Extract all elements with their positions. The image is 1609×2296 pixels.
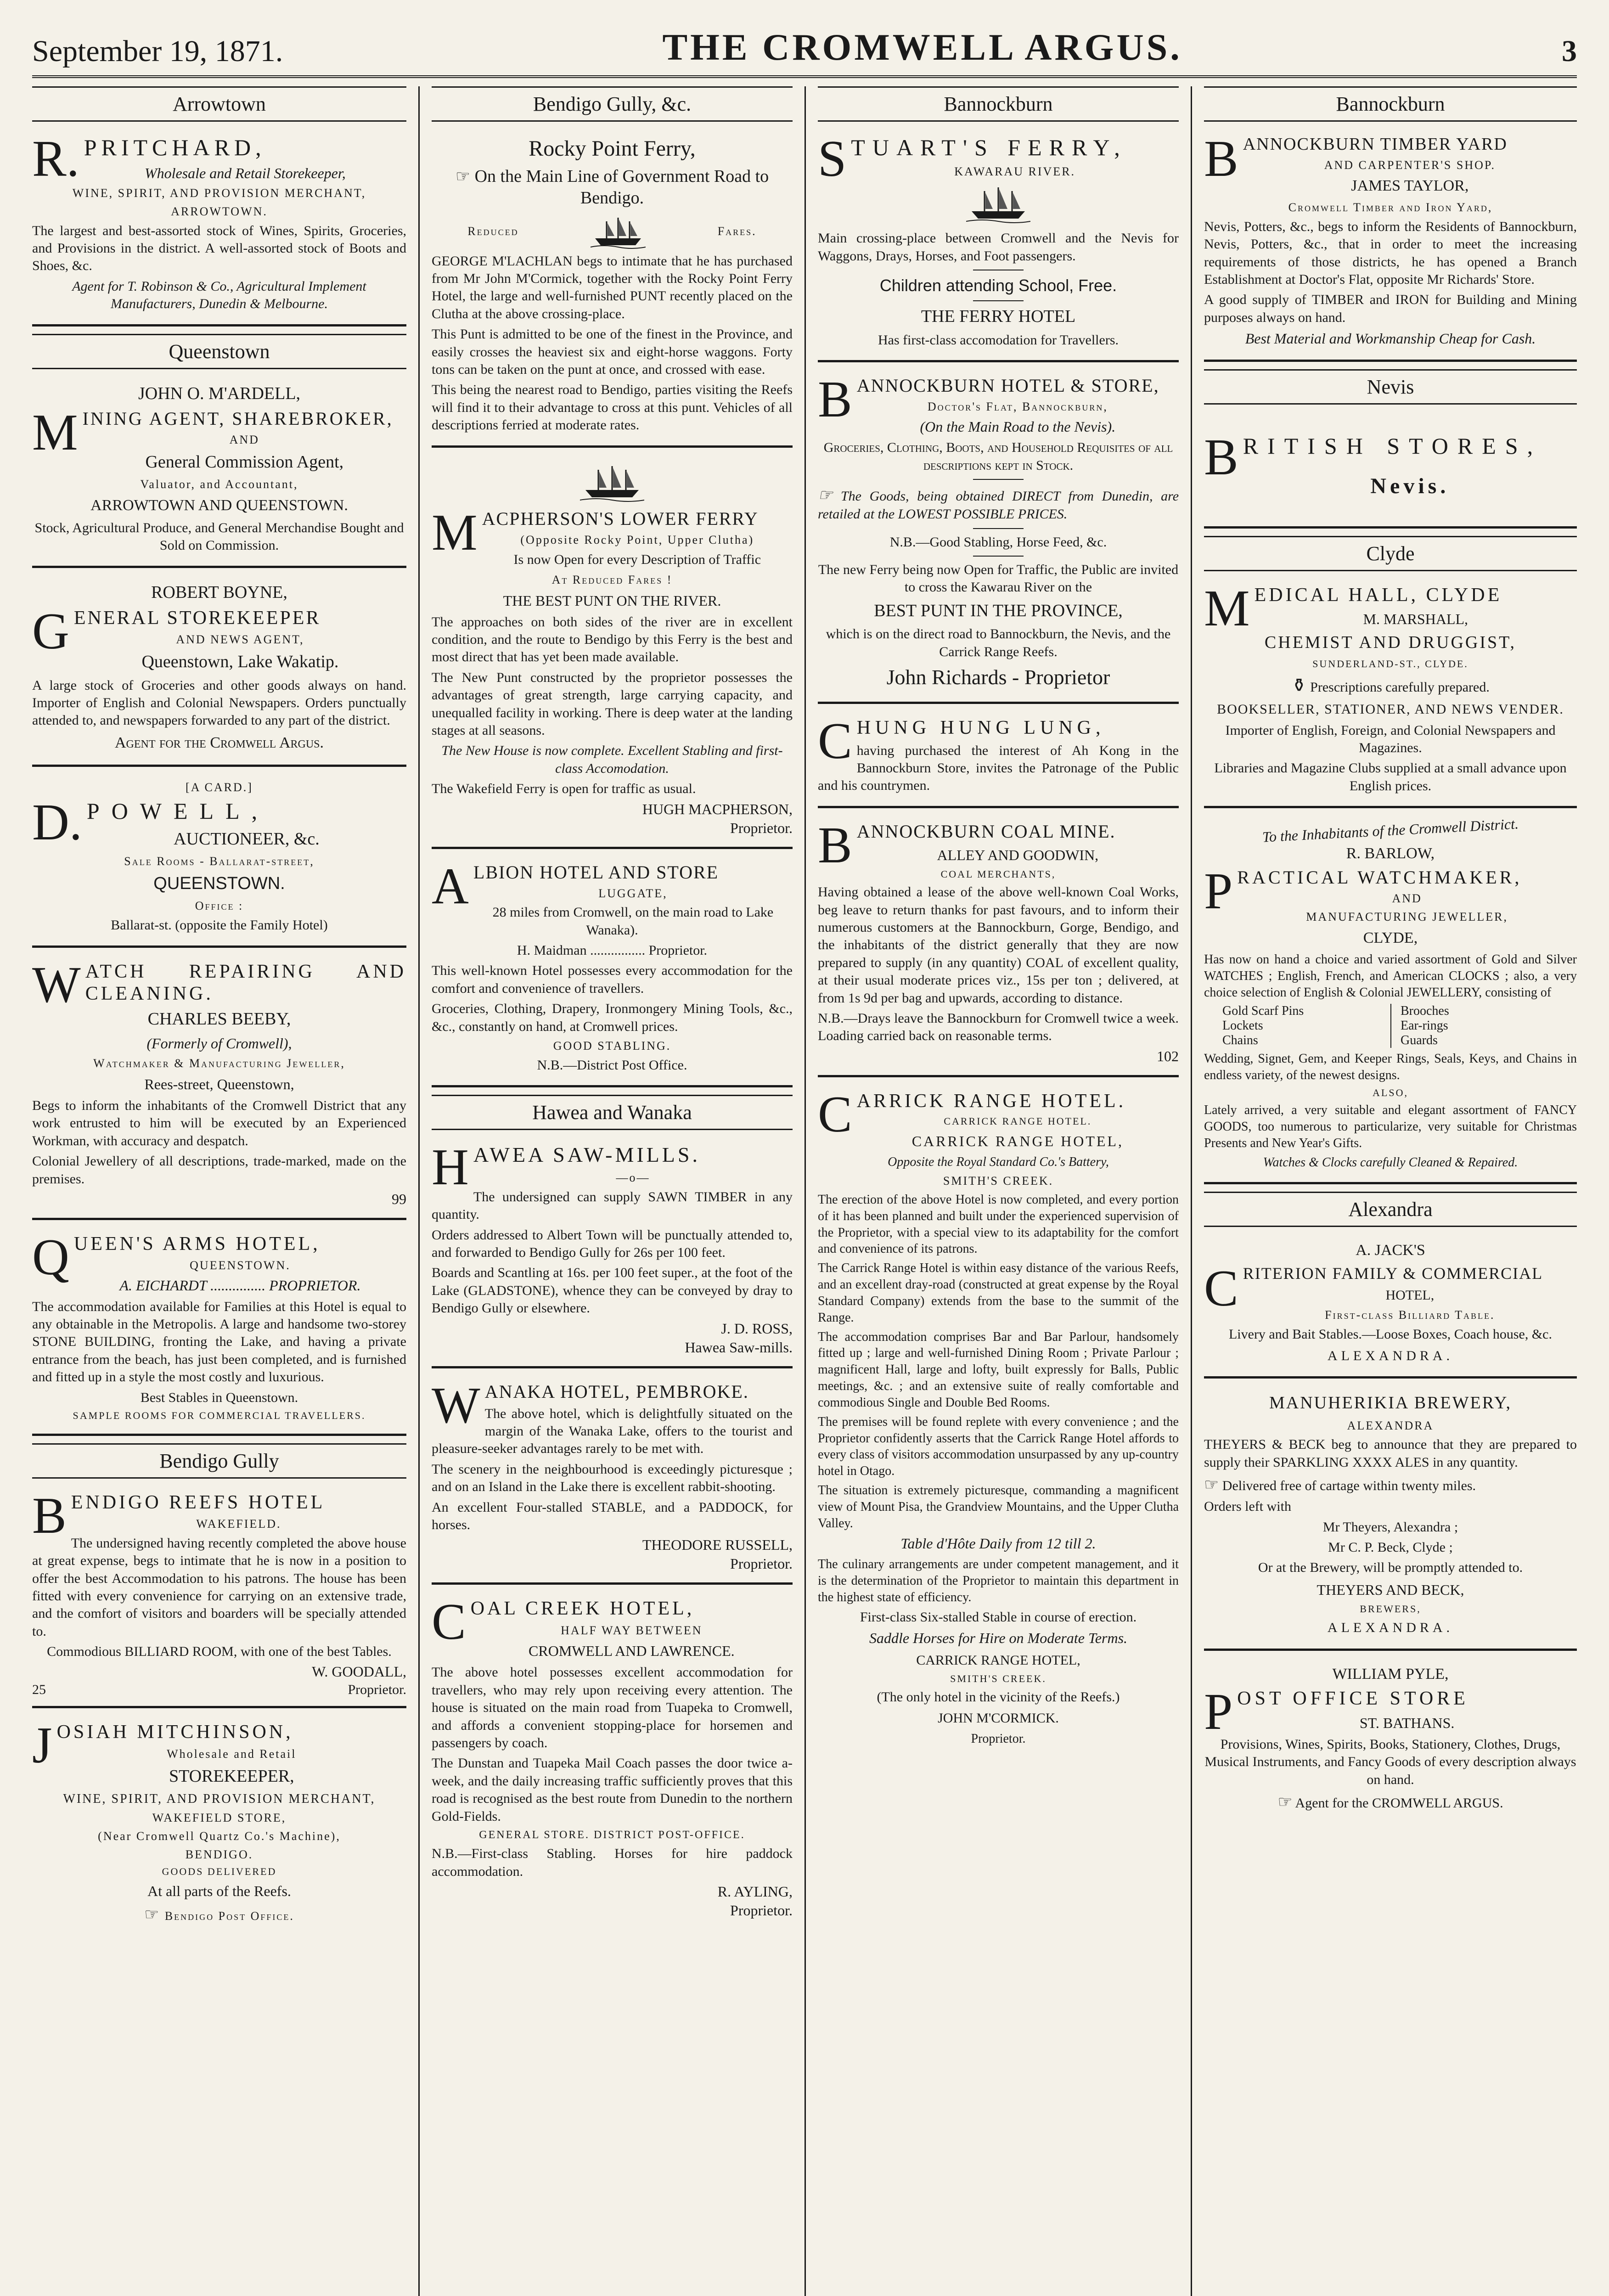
ad-heading: STUART'S FERRY, — [818, 130, 1127, 187]
ad-reduced: Reduced — [467, 224, 519, 238]
ad-deliver — [1204, 1474, 1577, 1495]
masthead — [32, 23, 1577, 78]
ad-agent: Agent for T. Robinson & Co., Agricultural Implement Manufacturers, Dunedin & Melbourne. — [72, 278, 366, 312]
ad-place: ARROWTOWN. — [171, 204, 268, 218]
ad-carrick — [818, 1085, 1179, 1759]
ad-subtitle: AUCTIONEER, &c. — [174, 829, 320, 849]
ad-prescriptions — [1204, 674, 1577, 697]
ad-place: WAKEFIELD. — [196, 1517, 281, 1531]
ad-coal-mine — [818, 816, 1179, 1077]
ad-heading: ALBION HOTEL AND STORE — [432, 857, 719, 915]
ad-name: JAMES TAYLOR, — [1351, 177, 1469, 195]
ad-lead: GEORGE M'LACHLAN begs to intimate that he has purchased from Mr John M'Cormick, together with the Rocky Point Ferry Hotel, the large and well-furnished PUNT recently placed on the Clutha at the above crossing-place. — [432, 253, 793, 321]
ad-heading: MACPHERSON'S LOWER FERRY — [432, 504, 759, 561]
ad-line: Valuator, and Accountant, — [140, 478, 298, 491]
ad-name: JOHN O. M'ARDELL, — [138, 383, 301, 403]
ad-place: ST. BATHANS. — [1359, 1714, 1455, 1731]
section-clyde: Clyde — [1204, 536, 1577, 571]
ad-line-text: On the Main Line of Government Road to Bendigo. — [474, 166, 769, 208]
ad-subtitle: CARRICK RANGE HOTEL, — [911, 1132, 1124, 1149]
ad-place: LUGGATE, — [598, 886, 668, 900]
jewellery-list — [1222, 1004, 1558, 1048]
ad-heading: D.POWELL, — [32, 794, 270, 851]
ad-body: The New Punt constructed by the proprietor possesses the advantages of great strength, large carrying capacity, and unequalled facility in working. There is deep water at the landing stages at all seasons. — [432, 670, 793, 738]
ad-parts: At all parts of the Reefs. — [147, 1883, 291, 1900]
section-alexandra: Alexandra — [1204, 1192, 1577, 1227]
ad-heading: QUEEN'S ARMS HOTEL, — [32, 1229, 321, 1286]
divider — [973, 479, 1024, 480]
ad-timber-yard — [1204, 129, 1577, 362]
ad-pritchard — [32, 129, 406, 326]
ad-subtitle: Wholesale and Retail — [167, 1747, 297, 1761]
ad-powell — [32, 774, 406, 947]
ad-proprietor: H. Maidman ................ Proprietor. — [517, 943, 708, 958]
ad-italic: Best Material and Workmanship Cheap for Cash. — [1245, 330, 1536, 347]
ad-body: Libraries and Magazine Clubs supplied at a small advance upon English prices. — [1214, 760, 1567, 793]
ad-trade: STOREKEEPER, — [169, 1766, 294, 1786]
ad-italic: The New House is now complete. Excellent Stabling and first-class Accomodation. — [441, 743, 783, 776]
ad-stuarts-ferry — [818, 129, 1179, 362]
ad-subtitle: COAL MERCHANTS, — [940, 868, 1056, 880]
ad-rocky-point — [432, 129, 793, 448]
ad-name: A. JACK'S — [1356, 1242, 1425, 1259]
ad-place: CLYDE, — [1363, 929, 1418, 946]
ad-title: Proprietor. — [348, 1682, 406, 1698]
ad-chung — [818, 711, 1179, 808]
ad-name: ROBERT BOYNE, — [151, 582, 287, 602]
ad-name: CHARLES BEEBY, — [147, 1009, 291, 1029]
ad-near: (Near Cromwell Quartz Co.'s Machine), — [98, 1829, 341, 1843]
ad-heading: COAL CREEK HOTEL, — [432, 1593, 695, 1651]
column-1 — [32, 86, 418, 2296]
ad-post — [32, 1904, 406, 1925]
ad-heading: R.PRITCHARD, — [32, 130, 266, 187]
ad-subtitle: BREWERS, — [1360, 1603, 1421, 1615]
ad-distance: 28 miles from Cromwell, on the main road to Lake Wanaka). — [492, 905, 774, 938]
ad-separator: —o— — [616, 1171, 650, 1185]
ad-title: Proprietor. — [730, 819, 793, 836]
ad-subtitle: CARRICK RANGE HOTEL. — [944, 1115, 1092, 1127]
ad-body: The premises will be found replete with every convenience ; and the Proprietor confidently asserts that the Carrick Range Hotel affords to every class of visitors accommodation unsurpassed by any up-country hotel in Otago. — [818, 1414, 1179, 1479]
ad-heading: BRITISH STORES, — [1204, 428, 1542, 486]
ad-place: KAWARAU RIVER. — [954, 164, 1076, 178]
ad-stabling: GOOD STABLING. — [553, 1039, 671, 1053]
ad-body: The erection of the above Hotel is now completed, and every portion of it has been planned and built under the experienced supervision of the Proprietor, with a special view to its adaptability for the comfort and convenience of its patrons. — [818, 1192, 1179, 1256]
ad-body: The above hotel possesses excellent accommodation for travellers, who may rely upon receiving every attention. The house is situated on the main road from Tuapeka to Cromwell, and affords a convenient stopping-place for horsemen and passengers by coach. — [432, 1665, 793, 1751]
ad-place: ALEXANDRA. — [1327, 1348, 1454, 1363]
ad-agent: Agent for the Cromwell Argus. — [114, 734, 324, 751]
ad-card: [A CARD.] — [186, 781, 253, 794]
ad-arc-text: To the Inhabitants of the Cromwell District. — [1262, 815, 1519, 845]
column-3 — [804, 86, 1191, 2296]
ad-body: The approaches on both sides of the river are in excellent condition, and the route to Bendigo by this Ferry is the best and most direct that has yet been made available. — [432, 614, 793, 665]
ship-icon — [591, 213, 646, 250]
ad-address: Rees-street, Queenstown, — [144, 1076, 294, 1093]
mortar-pestle-icon: ⚱ — [1291, 675, 1307, 696]
ad-signature: W. GOODALL, — [312, 1663, 406, 1680]
ad-body: Boards and Scantling at 16s. per 100 feet super., at the foot of the Lake (GLADSTONE), whence they can be conveyed by dray to Bendigo Gully or elsewhere. — [432, 1265, 793, 1316]
divider — [973, 556, 1024, 557]
ad-road: (On the Main Road to the Nevis). — [920, 418, 1116, 435]
ad-mardell — [32, 377, 406, 568]
ad-body: Has now on hand a choice and varied assortment of Gold and Silver WATCHES ; English, French, and American CLOCKS ; also, a very choice selection of English & Colonial JEWELLERY, consisting of — [1204, 952, 1577, 1000]
ad-stables: Best Stables in Queenstown. — [140, 1390, 298, 1405]
ad-heading: BENDIGO REEFS HOTEL — [32, 1487, 326, 1544]
ad-body: Colonial Jewellery of all descriptions, trade-marked, made on the premises. — [32, 1154, 406, 1187]
ad-place: BENDIGO. — [185, 1848, 253, 1862]
ad-ferry: The new Ferry being now Open for Traffic, the Public are invited to cross the Kawarau River on the — [818, 562, 1179, 595]
ad-body: Wedding, Signet, Gem, and Keeper Rings, Seals, Keys, and Chains in endless variety, of the newest designs. — [1204, 1051, 1577, 1082]
ad-trade: Watchmaker & Manufacturing Jeweller, — [93, 1057, 345, 1070]
section-bendigo-gully: Bendigo Gully — [32, 1443, 406, 1479]
ad-name: R. BARLOW, — [1346, 844, 1435, 862]
ad-body: The situation is extremely picturesque, commanding a magnificent view of Mount Pisa, the Grandview Mountains, and the Upper Clutha Valley. — [818, 1483, 1179, 1531]
ad-livery: Livery and Bait Stables.—Loose Boxes, Coach house, &c. — [1228, 1327, 1553, 1342]
ad-place: Queenstown, Lake Wakatip. — [141, 652, 339, 672]
ad-body: The culinary arrangements are under competent management, and it is the determination of the Proprietor to maintain this department in the highest state of efficiency. — [818, 1557, 1179, 1604]
ad-proprietor: John Richards - Proprietor — [886, 665, 1110, 689]
ad-hotel: THE FERRY HOTEL — [921, 307, 1076, 326]
ad-fares: At Reduced Fares ! — [551, 573, 673, 586]
ad-fares-label: Fares. — [717, 224, 757, 238]
list-item: Ear-rings — [1390, 1019, 1558, 1033]
ad-subtitle: AND CARPENTER'S SHOP. — [1324, 158, 1496, 172]
divider — [973, 300, 1024, 301]
ad-title: Rocky Point Ferry, — [529, 136, 696, 161]
ad-boyne — [32, 575, 406, 767]
ad-rooms: SAMPLE ROOMS FOR COMMERCIAL TRAVELLERS. — [73, 1410, 366, 1422]
ad-number: 102 — [1157, 1047, 1179, 1064]
ad-nb: N.B.—Drays leave the Bannockburn for Cromwell twice a week. Loading carried back on reasonable terms. — [818, 1011, 1179, 1044]
list-item: Lockets — [1222, 1018, 1263, 1033]
ad-hawea — [432, 1137, 793, 1368]
ad-heading: HAWEA SAW-MILLS. — [432, 1139, 700, 1196]
ad-heading: MEDICAL HALL, CLYDE — [1204, 580, 1502, 637]
ad-body: The scenery in the neighbourhood is exceedingly picturesque ; and on an Island in the Lake there is excellent rabbit-shooting. — [432, 1461, 793, 1495]
ad-place: SMITH'S CREEK. — [943, 1174, 1054, 1188]
ad-signature: SMITH'S CREEK. — [950, 1673, 1046, 1685]
ad-body: The Dunstan and Tuapeka Mail Coach passes the door twice a-week, and the daily increasing traffic sufficiently proves that this road is recognised as the best route from Dunedin to the northern Gold-Fields. — [432, 1756, 793, 1824]
ad-footer — [32, 1682, 406, 1698]
ad-heading: PRACTICAL WATCHMAKER, — [1204, 863, 1522, 920]
ad-school: Children attending School, Free. — [879, 276, 1117, 295]
ad-address: Ballarat-st. (opposite the Family Hotel) — [111, 917, 328, 933]
ad-body: Orders addressed to Albert Town will be punctually attended to, and forwarded to Bendigo Gully for 26s per 100 feet. — [432, 1227, 793, 1261]
ad-address: SUNDERLAND-ST., CLYDE. — [1312, 658, 1468, 670]
ad-agent — [1204, 1791, 1577, 1812]
ad-heading: GENERAL STOREKEEPER — [32, 603, 321, 660]
ad-bannockburn-hotel — [818, 370, 1179, 704]
pointing-hand-icon: ☞ — [818, 486, 833, 505]
ad-and: AND — [229, 433, 259, 447]
ad-orders: Orders left with — [1204, 1499, 1291, 1514]
ad-subtitle: AND NEWS AGENT, — [176, 633, 304, 647]
ad-signature: J. D. ROSS, — [721, 1320, 793, 1337]
ad-italic: Watches & Clocks carefully Cleaned & Repaired. — [1263, 1155, 1518, 1170]
ad-medical-hall — [1204, 579, 1577, 808]
ad-wanaka — [432, 1376, 793, 1585]
ad-body: The undersigned having recently completed the above house at great expense, begs to intimate that he is now in a position to offer the best Accommodation to his patrons. The house has been fitted with every convenience for carrying on an extensive trade, and the comfort of visitors and boarders will be specially attended to. — [32, 1535, 406, 1639]
ad-only: (The only hotel in the vicinity of the Reefs.) — [877, 1689, 1120, 1705]
ad-body: Lately arrived, a very suitable and elegant assortment of FANCY GOODS, too numerous to particularize, very suitable for Christmas Presents and New Year's Gifts. — [1204, 1103, 1577, 1150]
ad-body: A large stock of Groceries and other goods always on hand. Importer of English and Colonial Newspapers. Orders punctually attended to, and newspapers forwarded to any part of the district. — [32, 677, 406, 728]
ad-billiard: Commodious BILLIARD ROOM, with one of the best Tables. — [47, 1644, 392, 1660]
ad-also: ALSO, — [1373, 1086, 1408, 1098]
ad-name: WILLIAM PYLE, — [1332, 1665, 1449, 1683]
pointing-hand-icon: ☞ — [1277, 1792, 1293, 1811]
ship-icon — [966, 184, 1030, 225]
ad-office: Office : — [195, 899, 244, 913]
ad-pyle — [1204, 1658, 1577, 1823]
ad-billiard: First-class Billiard Table. — [1325, 1308, 1495, 1322]
ad-nb: N.B.—First-class Stabling. Horses for hire paddock accommodation. — [432, 1846, 793, 1879]
ad-subtitle: HOTEL, — [1385, 1287, 1435, 1303]
ad-place: ALEXANDRA — [1347, 1418, 1434, 1432]
ad-proprietor: A. EICHARDT ............... PROPRIETOR. — [119, 1277, 361, 1294]
ad-route: CROMWELL AND LAWRENCE. — [529, 1643, 735, 1660]
section-nevis: Nevis — [1204, 369, 1577, 405]
ad-book: BOOKSELLER, STATIONER, AND NEWS VENDER. — [1217, 702, 1564, 717]
ad-body: having purchased the interest of Ah Kong in the Bannockburn Store, invites the Patronage of the Public and his countrymen. — [818, 743, 1179, 793]
ad-body: Groceries, Clothing, Boots, and Household Requisites of all descriptions kept in Stock. — [823, 440, 1173, 473]
ad-heading: CARRICK RANGE HOTEL. — [818, 1086, 1126, 1143]
ad-body: Stock, Agricultural Produce, and General Merchandise Bought and Sold on Commission. — [34, 520, 404, 553]
ad-body: The Wakefield Ferry is open for traffic as usual. — [432, 781, 696, 797]
pointing-hand-icon: ☞ — [1204, 1475, 1219, 1494]
ad-bendigo-reefs — [32, 1486, 406, 1709]
ad-heading: BANNOCKBURN HOTEL & STORE, — [818, 371, 1159, 428]
list-item: Guards — [1390, 1033, 1558, 1048]
section-bannockburn-2: Bannockburn — [1204, 86, 1577, 122]
ad-british-stores — [1204, 412, 1577, 529]
ad-title: Hawea Saw-mills. — [685, 1339, 793, 1356]
ad-deliver-text: Delivered free of cartage within twenty miles. — [1222, 1478, 1476, 1494]
ad-subtitle: (Opposite Rocky Point, Upper Clutha) — [520, 533, 754, 546]
ad-heading: BANNOCKBURN TIMBER YARD — [1204, 130, 1508, 187]
ad-heading: WANAKA HOTEL, PEMBROKE. — [432, 1377, 749, 1434]
ad-heading: MANUHERIKIA BREWERY, — [1269, 1393, 1512, 1413]
ad-signature: HUGH MACPHERSON, — [642, 800, 793, 817]
ad-body: THEYERS & BECK beg to announce that they are prepared to supply their SPARKLING XXXX ALES in any quantity. — [1204, 1437, 1577, 1470]
ad-prescriptions-text: Prescriptions carefully prepared. — [1310, 680, 1490, 695]
ad-body: Main crossing-place between Cromwell and the Nevis for Waggons, Drays, Horses, and Foot passengers. — [818, 231, 1179, 264]
ad-signature: CARRICK RANGE HOTEL, — [916, 1652, 1080, 1668]
ad-agent-text: Agent for the CROMWELL ARGUS. — [1295, 1795, 1503, 1811]
ad-heading: BANNOCKBURN COAL MINE. — [818, 816, 1116, 874]
ad-mitchinson — [32, 1716, 406, 1936]
section-arrowtown: Arrowtown — [32, 86, 406, 122]
ad-brewery — [1204, 1386, 1577, 1651]
ad-heading: POST OFFICE STORE — [1204, 1683, 1469, 1741]
ad-opposite: Opposite the Royal Standard Co.'s Battery, — [888, 1154, 1109, 1169]
ad-name: M. MARSHALL, — [1363, 611, 1468, 628]
ad-subtitle: HALF WAY BETWEEN — [561, 1623, 703, 1637]
ad-heading: MINING AGENT, SHAREBROKER, — [32, 404, 394, 461]
ad-order-line: Mr C. P. Beck, Clyde ; — [1328, 1540, 1453, 1555]
page-number: 3 — [1561, 34, 1577, 68]
ad-barlow — [1204, 816, 1577, 1184]
ad-title: Proprietor. — [730, 1555, 793, 1572]
pointing-hand-icon: ☞ — [144, 1905, 161, 1924]
column-2 — [418, 86, 804, 2296]
ad-macpherson — [432, 455, 793, 849]
ad-subtitle: Wholesale and Retail Storekeeper, — [144, 164, 346, 181]
ad-heading: WATCH REPAIRING AND CLEANING. — [32, 956, 406, 1013]
ad-heading: CRITERION FAMILY & COMMERCIAL — [1204, 1260, 1543, 1317]
ad-beeby — [32, 955, 406, 1220]
divider — [973, 528, 1024, 529]
ad-signature: THEYERS AND BECK, — [1316, 1581, 1464, 1598]
ad-post: N.B.—District Post Office. — [537, 1057, 687, 1073]
ad-body: This being the nearest road to Bendigo, parties visiting the Reefs will find it to their advantage to cross at this punt. Vehicles of all descriptions ferried at moderate rates. — [432, 382, 793, 433]
ad-order-line: Or at the Brewery, will be promptly attended to. — [1258, 1560, 1523, 1576]
ad-store: WAKEFIELD STORE, — [152, 1811, 287, 1825]
ad-signature: R. AYLING, — [717, 1883, 793, 1900]
ad-body: The largest and best-assorted stock of Wines, Spirits, Groceries, and Provisions in the district. A well-assorted stock of Boots and Shoes, &c. — [32, 223, 406, 274]
list-item: Brooches — [1390, 1004, 1558, 1019]
ad-queens-arms — [32, 1227, 406, 1436]
newspaper-title: THE CROMWELL ARGUS. — [662, 26, 1182, 68]
ad-direct: which is on the direct road to Bannockburn, the Nevis, and the Carrick Range Reefs. — [826, 626, 1171, 659]
ad-body: The accommodation available for Families at this Hotel is equal to any obtainable in the Metropolis. A large and handsome two-storey STONE BUILDING, fronting the Lake, and having a private entrance from the beach, has just been completed, and is furnished and fitted up in a style the most costly and luxurious. — [32, 1299, 406, 1385]
pointing-hand-icon: ☞ — [455, 167, 471, 186]
ad-italic — [818, 484, 1179, 523]
issue-date: September 19, 1871. — [32, 34, 283, 68]
ad-and: AND — [1392, 892, 1422, 906]
ad-body: Begs to inform the inhabitants of the Cromwell District that any work entrusted to him will be executed by an Experienced Workman, with accuracy and despatch. — [32, 1098, 406, 1148]
ad-place: Nevis. — [1370, 474, 1450, 499]
ad-best: BEST PUNT IN THE PROVINCE, — [874, 601, 1123, 620]
ad-number: 25 — [32, 1682, 46, 1698]
section-queenstown: Queenstown — [32, 334, 406, 369]
ad-nb: N.B.—Good Stabling, Horse Feed, &c. — [889, 534, 1107, 550]
ad-body: This well-known Hotel possesses every accommodation for the comfort and convenience of travellers. — [432, 963, 793, 996]
ad-body: A good supply of TIMBER and IRON for Building and Mining purposes always on hand. — [1204, 292, 1577, 325]
ad-body: This Punt is admitted to be one of the finest in the Province, and easily crosses the heaviest six and eight-horse waggons. Forty tons can be taken on the punt at once, and crossed with ease. — [432, 326, 793, 377]
ad-place: QUEENSTOWN. — [190, 1259, 291, 1272]
ad-title: Proprietor. — [730, 1902, 793, 1919]
list-item: Gold Scarf Pins — [1222, 1003, 1304, 1018]
ad-subtitle: Doctor's Flat, Bannockburn, — [927, 400, 1108, 413]
ad-albion — [432, 856, 793, 1088]
ad-place: QUEENSTOWN. — [153, 873, 285, 893]
ad-accommodation: Has first-class accomodation for Travellers. — [878, 332, 1119, 348]
ad-goods: GOODS DELIVERED — [162, 1865, 277, 1877]
ad-number: 99 — [392, 1191, 406, 1207]
ad-body: Having obtained a lease of the above well-known Coal Works, beg leave to return thanks for past favours, and to inform their numerous customers at the Bannockburn, Gorge, Bendigo, and the inhabitants of the district generally that they are now prepared to supply (in any quantity) COAL of excellent quality, at their usual moderate prices viz., 15s per ton ; delivered, at from 1s 9d per bag and upwards, according to distance. — [818, 884, 1179, 1006]
ad-stable: First-class Six-stalled Stable in course of erection. — [860, 1609, 1137, 1625]
ad-body: The above hotel, which is delightfully situated on the margin of the Wanaka Lake, offers to the tourist and pleasure-seeker advantages rarely to be met with. — [432, 1406, 793, 1457]
ad-formerly: (Formerly of Cromwell), — [146, 1035, 292, 1052]
section-hawea-wanaka: Hawea and Wanaka — [432, 1095, 793, 1130]
ad-trade: MANUFACTURING JEWELLER, — [1306, 910, 1508, 924]
ad-italic-text: The Goods, being obtained DIRECT from Dunedin, are retailed at the LOWEST POSSIBLE PRICES. — [818, 489, 1179, 522]
ad-criterion — [1204, 1234, 1577, 1379]
ad-order-line: Mr Theyers, Alexandra ; — [1322, 1519, 1458, 1535]
ad-signature: THEODORE RUSSELL, — [642, 1536, 793, 1553]
ad-best: THE BEST PUNT ON THE RIVER. — [503, 592, 721, 609]
ad-table: Table d'Hôte Daily from 12 till 2. — [900, 1535, 1096, 1552]
ad-body: The accommodation comprises Bar and Bar Parlour, handsomely fitted up ; large and well-furnished Dining Room ; Private Parlour ; magnificent Hall, large and lofty, built expressly for Balls, Public meetings, &c. ; and an extensive suite of really comfortable and commodious Single and Double Bed Rooms. — [818, 1329, 1179, 1410]
ad-body: Groceries, Clothing, Drapery, Ironmongery Mining Tools, &c., &c., constantly on hand, at Cromwell prices. — [432, 1001, 793, 1034]
ad-open: Is now Open for every Description of Traffic — [513, 552, 761, 568]
ship-icon — [580, 462, 644, 504]
ad-post-text: Bendigo Post Office. — [164, 1909, 294, 1923]
list-item: Chains — [1222, 1033, 1258, 1047]
ad-fares — [432, 213, 793, 250]
ad-subtitle: WINE, SPIRIT, AND PROVISION MERCHANT, — [72, 186, 366, 200]
ad-place: ARROWTOWN AND QUEENSTOWN. — [90, 497, 348, 514]
ad-heading: JOSIAH MITCHINSON, — [32, 1717, 293, 1774]
ad-body: Importer of English, Foreign, and Colonial Newspapers and Magazines. — [1225, 722, 1556, 756]
ad-line: General Commission Agent, — [145, 452, 344, 472]
ad-body: An excellent Four-stalled STABLE, and a PADDOCK, for horses. — [432, 1499, 793, 1532]
ad-coal-creek — [432, 1592, 793, 1929]
ad-body: The Carrick Range Hotel is within easy distance of the various Reefs, and an excellent dray-road (constructed at great expense by the Royal Standard Company) extends from the base to the summit of the Range. — [818, 1261, 1179, 1325]
ad-line — [432, 166, 793, 209]
ad-trade: Cromwell Timber and Iron Yard, — [1288, 200, 1493, 214]
ad-place: ALEXANDRA. — [1327, 1620, 1454, 1636]
ad-rooms: Sale Rooms - Ballarat-street, — [124, 855, 315, 868]
ad-name: JOHN M'CORMICK. — [938, 1711, 1059, 1726]
section-bendigo-gully-etc: Bendigo Gully, &c. — [432, 86, 793, 122]
ad-body: Provisions, Wines, Spirits, Books, Stationery, Clothes, Drugs, Musical Instruments, and Fancy Goods of every description always on hand. — [1204, 1736, 1576, 1787]
ad-store: GENERAL STORE. DISTRICT POST-OFFICE. — [479, 1829, 745, 1841]
ad-heading: CHUNG HUNG LUNG, — [818, 713, 1105, 770]
ad-trade: CHEMIST AND DRUGGIST, — [1264, 633, 1517, 653]
ad-body: The undersigned can supply SAWN TIMBER in any quantity. — [432, 1189, 793, 1222]
ad-body: Nevis, Potters, &c., begs to inform the Residents of Bannockburn, Nevis, Potters, &c., that in order to meet the increasing requirements of those districts, he has opened a Branch Establishment at Doctor's Flat, opposite Mr Richards' Store. — [1204, 219, 1577, 287]
ad-title: Proprietor. — [971, 1731, 1026, 1746]
column-4 — [1191, 86, 1577, 2296]
ad-trade: WINE, SPIRIT, AND PROVISION MERCHANT, — [63, 1792, 376, 1806]
ad-names: ALLEY AND GOODWIN, — [937, 846, 1099, 863]
ad-saddle: Saddle Horses for Hire on Moderate Terms. — [869, 1629, 1128, 1646]
columns — [32, 86, 1577, 2296]
section-bannockburn: Bannockburn — [818, 86, 1179, 122]
